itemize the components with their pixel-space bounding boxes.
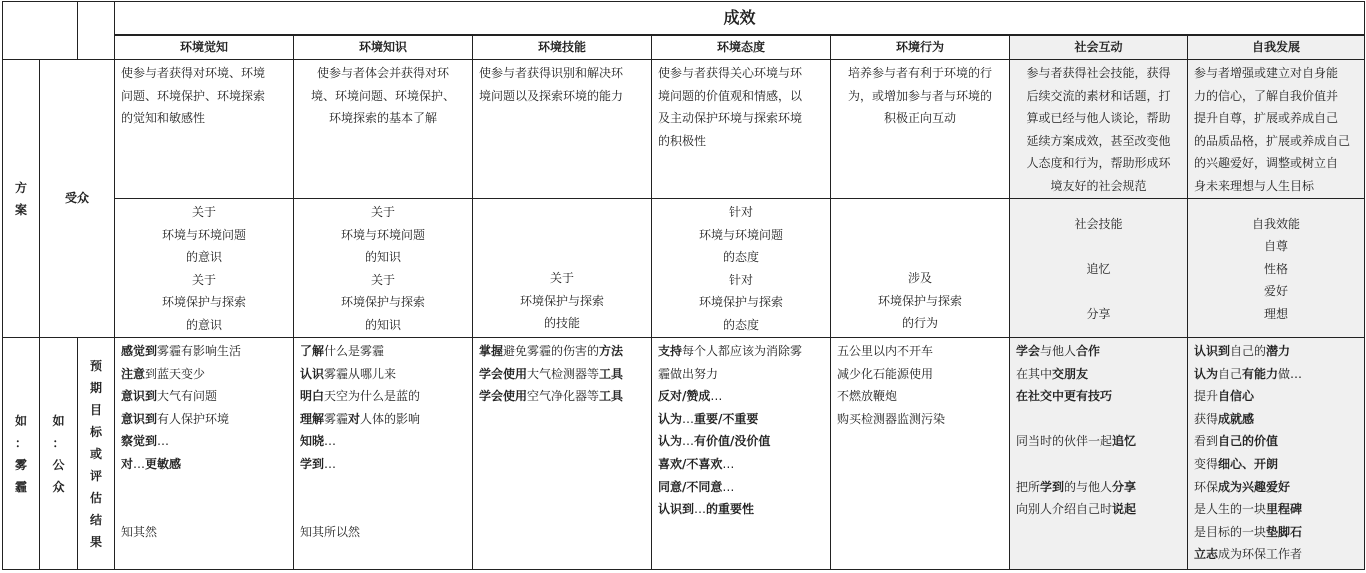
result-line: 理解雾霾对人体的影响 — [300, 411, 421, 426]
result-cell-awareness — [115, 338, 294, 570]
focus-line: 环境与环境问题 — [161, 227, 246, 242]
result-line: 学到… — [300, 456, 337, 471]
focus-line: 关于 — [549, 271, 574, 286]
focus-line: 追忆 — [1086, 261, 1111, 276]
result-line: 环保成为兴趣爱好 — [1194, 479, 1291, 494]
column-header-behavior: 环境行为 — [831, 35, 1010, 60]
description-cell-awareness — [115, 60, 294, 199]
description-cell-knowledge — [294, 60, 473, 199]
result-line: 看到自己的价值 — [1194, 434, 1279, 449]
side-label-audience: 受众 — [40, 60, 115, 338]
result-line: 认为…有价值/没价值 — [658, 434, 771, 449]
result-line: 同当时的伙伴一起追忆 — [1016, 434, 1137, 449]
example-topic-label: 如 ： 雾 霾 — [3, 338, 40, 570]
result-line: 购买检测器监测污染 — [837, 411, 946, 426]
result-cell-knowledge — [294, 338, 473, 570]
description-cell-attitude — [652, 60, 831, 199]
result-line: 知晓… — [300, 434, 337, 449]
result-line — [1016, 408, 1181, 431]
result-line: 变得细心、开朗 — [1194, 456, 1279, 471]
description-line: 参与者获得社会技能，获得 — [1026, 66, 1171, 80]
result-line: 意识到大气有问题 — [121, 389, 218, 404]
result-cell-attitude — [652, 338, 831, 570]
focus-cell-skills — [473, 199, 652, 338]
result-line: 对…更敏感 — [121, 456, 182, 471]
description-line: 力的信心，了解自我价值并 — [1194, 88, 1339, 103]
result-line: 是人生的一块里程碑 — [1194, 502, 1303, 517]
expected-outcome-label: 预 期 目 标 或 评 估 结 果 — [78, 338, 115, 570]
description-line: 的积极性 — [658, 133, 707, 148]
result-line: 掌握避免雾霾的伤害的方法 — [479, 344, 624, 358]
focus-line: 的知识 — [364, 250, 401, 265]
result-line: 认识到自己的潜力 — [1194, 344, 1291, 358]
result-line: 在其中交朋友 — [1016, 366, 1089, 381]
result-cell-skills — [473, 338, 652, 570]
result-line: 学会使用空气净化器等工具 — [479, 389, 624, 404]
result-line: 知其所以然 — [300, 524, 361, 539]
description-line: 使参与者体会并获得对环 — [316, 66, 449, 80]
description-line: 后续交流的素材和话题，打 — [1026, 88, 1171, 103]
result-line: 在社交中更有技巧 — [1016, 389, 1113, 404]
example-audience-label: 如 ： 公 众 — [40, 338, 78, 570]
result-line — [1016, 453, 1181, 476]
focus-line: 社会技能 — [1074, 216, 1123, 231]
focus-line — [1016, 235, 1181, 258]
result-line: 学会使用大气检测器等工具 — [479, 366, 624, 381]
focus-line: 的技能 — [543, 316, 580, 331]
result-line: 感觉到雾霾有影响生活 — [121, 344, 242, 358]
result-line: 知其然 — [121, 524, 158, 539]
description-line: 问题、环境保护、环境探索 — [121, 88, 266, 103]
result-line — [121, 498, 287, 521]
focus-line: 关于 — [191, 205, 216, 219]
table-title: 成效 — [115, 2, 1365, 35]
result-line: 立志成为环保工作者 — [1194, 547, 1303, 562]
result-line: 减少化石能源使用 — [837, 366, 934, 381]
focus-line: 关于 — [370, 205, 395, 219]
result-line: 把所学到的与他人分享 — [1016, 479, 1137, 494]
focus-line: 爱好 — [1264, 284, 1289, 299]
focus-cell-knowledge — [294, 199, 473, 338]
result-line: 认为…重要/不重要 — [658, 411, 759, 426]
result-line: 向别人介绍自己时说起 — [1016, 502, 1137, 517]
focus-cell-social — [1010, 199, 1188, 338]
result-line — [300, 498, 466, 521]
description-cell-social — [1010, 60, 1188, 199]
focus-line: 环境与环境问题 — [698, 227, 783, 242]
description-line: 人态度和行为，帮助形成环 — [1026, 156, 1171, 171]
focus-line: 关于 — [370, 272, 395, 287]
description-cell-skills — [473, 60, 652, 199]
description-line: 延续方案成效，甚至改变他 — [1026, 133, 1171, 148]
corner-blank-2 — [78, 2, 115, 60]
result-line: 察觉到… — [121, 434, 170, 449]
result-cell-social — [1010, 338, 1188, 570]
corner-blank — [3, 2, 78, 60]
description-line: 的品质品格，扩展或养成自己 — [1194, 133, 1351, 148]
column-header-skills: 环境技能 — [473, 35, 652, 60]
description-line: 为，或增加参与者与环境的 — [847, 88, 992, 103]
focus-line: 理想 — [1264, 306, 1289, 321]
description-line: 境友好的社会规范 — [1050, 178, 1147, 193]
description-line: 提升自尊，扩展或养成自己 — [1194, 111, 1339, 126]
result-line: 获得成就感 — [1194, 411, 1255, 426]
focus-line: 的态度 — [722, 250, 759, 265]
result-line: 反对/赞成… — [658, 389, 723, 404]
outcome-table — [2, 1, 1365, 570]
result-cell-self — [1188, 338, 1365, 570]
result-line: 不燃放鞭炮 — [837, 389, 898, 404]
focus-line: 环境保护与探索 — [340, 295, 425, 310]
focus-line: 分享 — [1086, 306, 1111, 321]
focus-cell-awareness — [115, 199, 294, 338]
focus-line: 针对 — [728, 205, 753, 219]
result-line: 支持每个人都应该为消除雾 — [658, 344, 803, 358]
focus-line: 环境保护与探索 — [877, 293, 962, 308]
focus-line: 的意识 — [185, 317, 222, 332]
description-line: 境、环境问题、环境保护、 — [310, 88, 455, 103]
column-header-self: 自我发展 — [1188, 35, 1365, 60]
focus-line: 环境保护与探索 — [161, 295, 246, 310]
result-line — [121, 476, 287, 499]
focus-line: 环境保护与探索 — [519, 293, 604, 308]
result-line — [300, 476, 466, 499]
description-line: 的兴趣爱好，调整或树立自 — [1194, 156, 1339, 171]
description-cell-self — [1188, 60, 1365, 199]
result-line: 同意/不同意… — [658, 479, 735, 494]
focus-line: 自尊 — [1264, 239, 1289, 254]
result-cell-behavior — [831, 338, 1010, 570]
description-line: 境问题的价值观和情感，以 — [658, 88, 803, 103]
side-label-fangan: 方 案 — [3, 60, 40, 338]
focus-line: 关于 — [191, 272, 216, 287]
description-line: 境问题以及探索环境的能力 — [479, 88, 624, 103]
result-line: 认识雾霾从哪儿来 — [300, 366, 397, 381]
description-line: 算或已经与他人谈论，帮助 — [1026, 111, 1171, 126]
result-line: 明白天空为什么是蓝的 — [300, 389, 421, 404]
column-header-social: 社会互动 — [1010, 35, 1188, 60]
description-line: 环境探索的基本了解 — [328, 111, 437, 126]
description-line: 使参与者获得识别和解决环 — [479, 66, 624, 80]
result-line: 喜欢/不喜欢… — [658, 456, 735, 471]
focus-line — [1016, 280, 1181, 303]
focus-line: 的意识 — [185, 250, 222, 265]
description-line: 参与者增强或建立对自身能 — [1194, 66, 1339, 80]
result-line: 霾做出努力 — [658, 366, 719, 381]
focus-cell-attitude — [652, 199, 831, 338]
description-line: 使参与者获得对环境、环境 — [121, 66, 266, 80]
focus-line: 的态度 — [722, 317, 759, 332]
focus-cell-behavior — [831, 199, 1010, 338]
result-line: 五公里以内不开车 — [837, 344, 934, 358]
result-line: 学会与他人合作 — [1016, 344, 1101, 358]
description-line: 积极正向互动 — [883, 111, 956, 126]
result-line: 意识到有人保护环境 — [121, 411, 230, 426]
focus-line: 性格 — [1264, 261, 1289, 276]
result-line: 了解什么是雾霾 — [300, 344, 385, 358]
result-line: 提升自信心 — [1194, 389, 1255, 404]
focus-line: 针对 — [728, 272, 753, 287]
result-line: 认识到…的重要性 — [658, 502, 755, 517]
description-line: 培养参与者有利于环境的行 — [847, 66, 992, 80]
column-header-attitude: 环境态度 — [652, 35, 831, 60]
result-line: 认为自己有能力做… — [1194, 366, 1303, 381]
focus-line: 环境与环境问题 — [340, 227, 425, 242]
focus-line: 自我效能 — [1252, 216, 1301, 231]
focus-line: 环境保护与探索 — [698, 295, 783, 310]
focus-line: 涉及 — [907, 271, 932, 286]
description-line: 身未来理想与人生目标 — [1194, 178, 1315, 193]
description-cell-behavior — [831, 60, 1010, 199]
focus-line: 的行为 — [901, 316, 938, 331]
focus-line: 的知识 — [364, 317, 401, 332]
result-line: 注意到蓝天变少 — [121, 366, 206, 381]
column-header-knowledge: 环境知识 — [294, 35, 473, 60]
description-line: 使参与者获得关心环境与环 — [658, 66, 803, 80]
result-line: 是目标的一块垫脚石 — [1194, 524, 1303, 539]
focus-cell-self — [1188, 199, 1365, 338]
description-line: 的觉知和敏感性 — [121, 111, 206, 126]
column-header-awareness: 环境觉知 — [115, 35, 294, 60]
description-line: 及主动保护环境与探索环境 — [658, 111, 803, 126]
